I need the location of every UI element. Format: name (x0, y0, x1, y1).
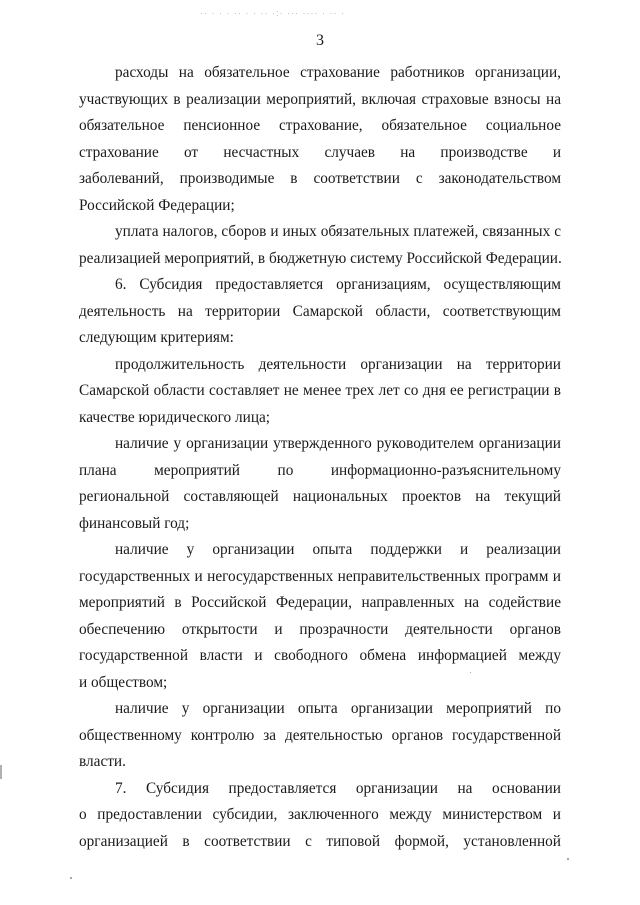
text-line: 7. Субсидия предоставляется организации на основании (115, 779, 561, 797)
text-line: участвующих в реализации мероприятий, включая страховые взносы на (79, 90, 561, 108)
text-line: о предоставлении субсидии, заключенного между министерством и (79, 806, 561, 823)
text-line: наличие у организации опыта поддержки и реализации (115, 541, 561, 558)
document-body (79, 60, 561, 855)
text-line: плана мероприятий по информационно-разъяснительному (79, 461, 561, 479)
text-line: реализацией мероприятий, в бюджетную систему Российской Федерации. (79, 249, 562, 267)
text-line: страхование от несчастных случаев на производстве и (79, 143, 561, 161)
text-line: наличие у организации опыта организации мероприятий по (115, 700, 561, 717)
text-line: и обществом; (79, 673, 168, 691)
text-line: власти. (79, 753, 126, 770)
scan-header-noise: ·· · · · ·· · · ·· ·:· ··· ···· · ·· · (200, 8, 345, 18)
text-line: 6. Субсидия предоставляется организациям, осуществляющим (115, 276, 561, 293)
text-line: общественному контролю за деятельностью органов государственной (79, 726, 561, 744)
text-line: заболеваний, производимые в соответствии с законодательством (79, 170, 561, 187)
text-line: Российской Федерации; (79, 196, 235, 214)
text-line: наличие у организации утвержденного руководителем организации (115, 435, 561, 452)
text-line: деятельность на территории Самарской области, соответствующим (79, 302, 561, 320)
scan-speck (70, 877, 72, 879)
scan-margin-mark (0, 765, 2, 779)
text-line: финансовый год; (79, 514, 190, 532)
scan-speck (470, 672, 471, 673)
text-line: продолжительность деятельности организации на территории (115, 355, 561, 373)
text-line: мероприятий в Российской Федерации, направленных на содействие (79, 594, 561, 611)
text-line: региональной составляющей национальных проектов на текущий (79, 488, 561, 505)
text-line: качестве юридического лица; (79, 408, 271, 426)
text-line: расходы на обязательное страхование работников организации, (115, 64, 561, 81)
text-line: государственной власти и свободного обмена информацией между (79, 647, 561, 664)
text-line: уплата налогов, сборов и иных обязательных платежей, связанных с (115, 223, 561, 240)
text-line: следующим критериям: (79, 329, 234, 346)
text-line: обязательное пенсионное страхование, обязательное социальное (79, 117, 561, 134)
text-line: Самарской области составляет не менее трех лет со дня ее регистрации в (79, 382, 561, 399)
page-number: 3 (316, 32, 324, 49)
scan-speck (567, 858, 569, 860)
text-line: организацией в соответствии с типовой формой, установленной (79, 832, 561, 850)
text-line: обеспечению открытости и прозрачности деятельности органов (79, 620, 561, 638)
text-line: государственных и негосударственных неправительственных программ и (79, 567, 561, 585)
